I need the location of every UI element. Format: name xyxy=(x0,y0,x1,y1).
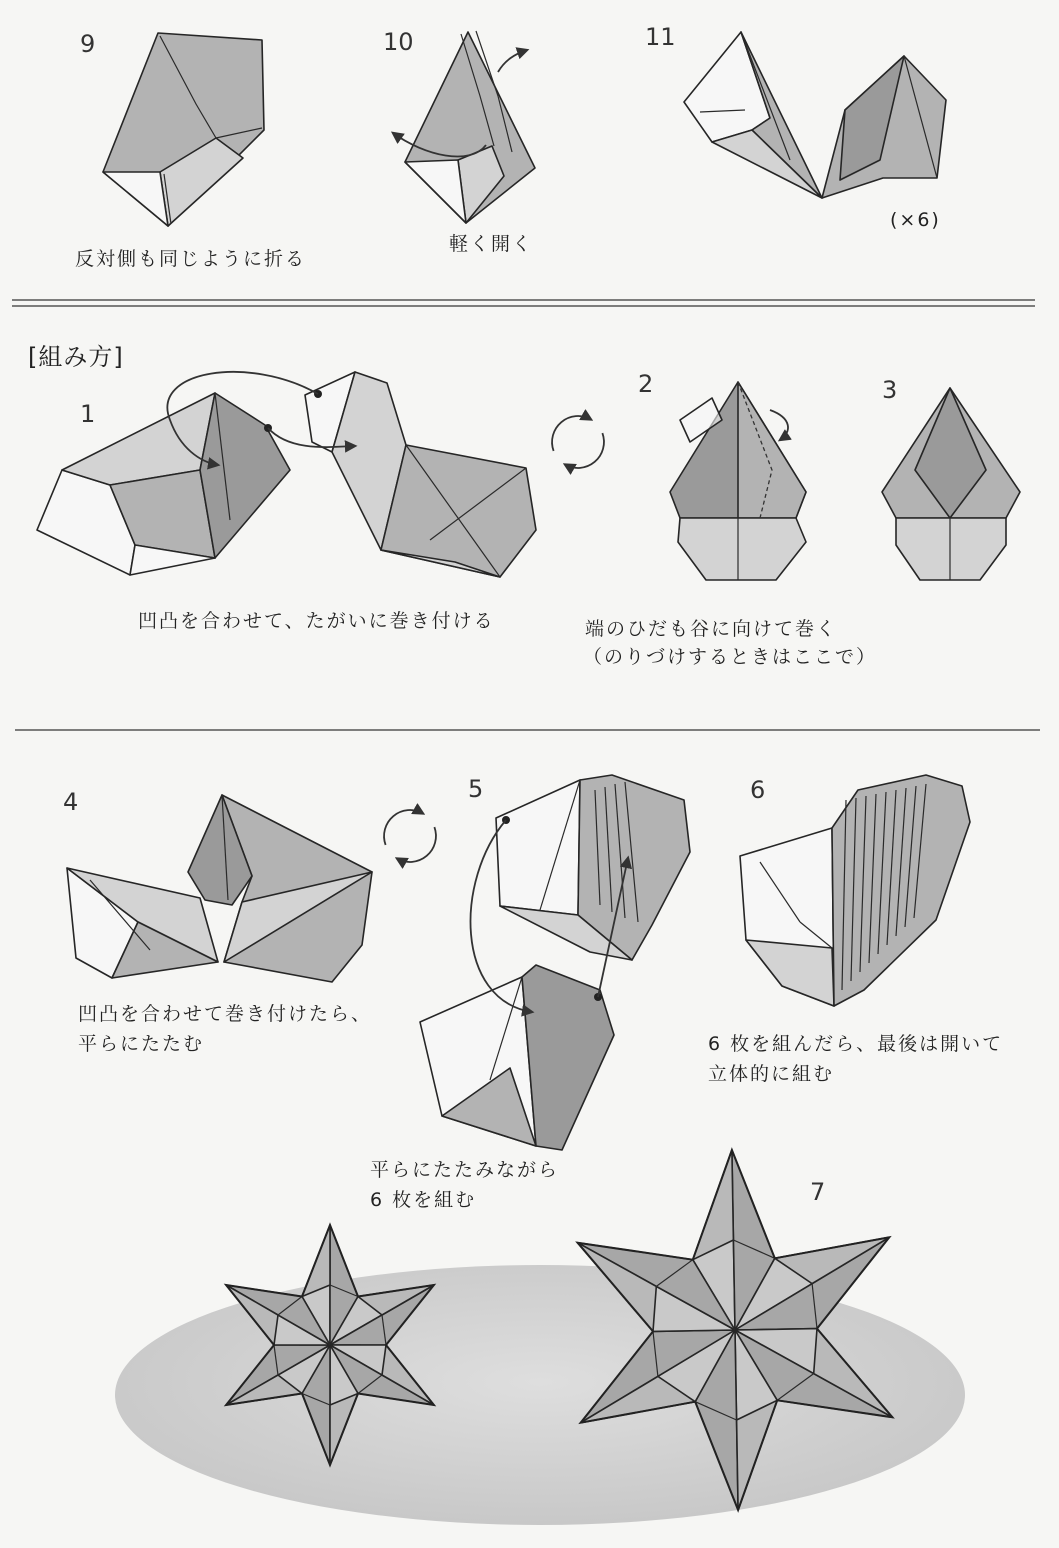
paper-panel xyxy=(103,172,168,226)
rotate-icon xyxy=(384,810,436,862)
assembly-step-2-number: 2 xyxy=(638,370,654,398)
paper-panel xyxy=(738,382,806,518)
assembly-step-6-diagram xyxy=(740,775,970,1006)
assembly-step-3-diagram xyxy=(882,388,1020,580)
step-10-caption: 軽く開く xyxy=(449,233,534,255)
assembly-step-2-caption-line-1: 端のひだも谷に向けて巻く xyxy=(585,618,838,640)
assembly-step-6-number: 6 xyxy=(750,776,766,804)
paper-panel xyxy=(678,518,806,580)
assembly-heading: [組み方] xyxy=(28,343,124,371)
assembly-step-1-number: 1 xyxy=(80,400,96,428)
paper-panel xyxy=(405,160,466,223)
paper-panel xyxy=(832,775,970,1006)
step-11-number: 11 xyxy=(645,23,676,51)
assembly-step-5-number: 5 xyxy=(468,775,484,803)
assembly-step-1-caption: 凹凸を合わせて、たがいに巻き付ける xyxy=(138,610,495,632)
paper-panel xyxy=(381,445,536,577)
paper-panel xyxy=(896,518,1006,580)
open-arrow-right xyxy=(498,50,527,72)
assembly-step-4-caption-line-2: 平らにたたむ xyxy=(78,1033,205,1055)
assembly-step-1-diagram xyxy=(37,372,536,577)
rotate-icon xyxy=(552,416,604,468)
assembly-step-4-number: 4 xyxy=(63,788,79,816)
assembly-step-2-diagram xyxy=(670,382,806,580)
step-10-number: 10 xyxy=(383,28,414,56)
assembly-step-6-caption-line-1: 6 枚を組んだら、最後は開いて xyxy=(708,1033,1004,1055)
wrap-arrow xyxy=(770,410,788,440)
assembly-step-4-caption-line-1: 凹凸を合わせて巻き付けたら、 xyxy=(78,1003,373,1025)
paper-panel xyxy=(746,940,834,1006)
assembly-step-4-diagram xyxy=(67,795,372,982)
paper-panel xyxy=(200,393,290,558)
assembly-step-5-caption-line-1: 平らにたたみながら xyxy=(370,1159,560,1181)
step-9-diagram xyxy=(103,33,264,226)
step-10-diagram xyxy=(393,31,535,223)
step-11-diagram xyxy=(684,32,946,198)
assembly-step-6-caption-line-2: 立体的に組む xyxy=(708,1063,835,1085)
assembly-step-2-caption-line-2: （のりづけするときはここで） xyxy=(583,646,878,668)
assembly-step-3-number: 3 xyxy=(882,376,898,404)
assembly-step-7-number: 7 xyxy=(810,1178,826,1206)
step-9-caption: 反対側も同じように折る xyxy=(75,248,307,270)
paper-panel xyxy=(496,780,580,915)
paper-panel xyxy=(684,32,770,142)
step-9-number: 9 xyxy=(80,30,96,58)
step-11-multiplier: (×6) xyxy=(890,209,941,231)
assembly-step-5-diagram xyxy=(420,775,690,1150)
paper-panel xyxy=(522,965,614,1150)
assembly-step-5-caption-line-2: 6 枚を組む xyxy=(370,1189,477,1211)
